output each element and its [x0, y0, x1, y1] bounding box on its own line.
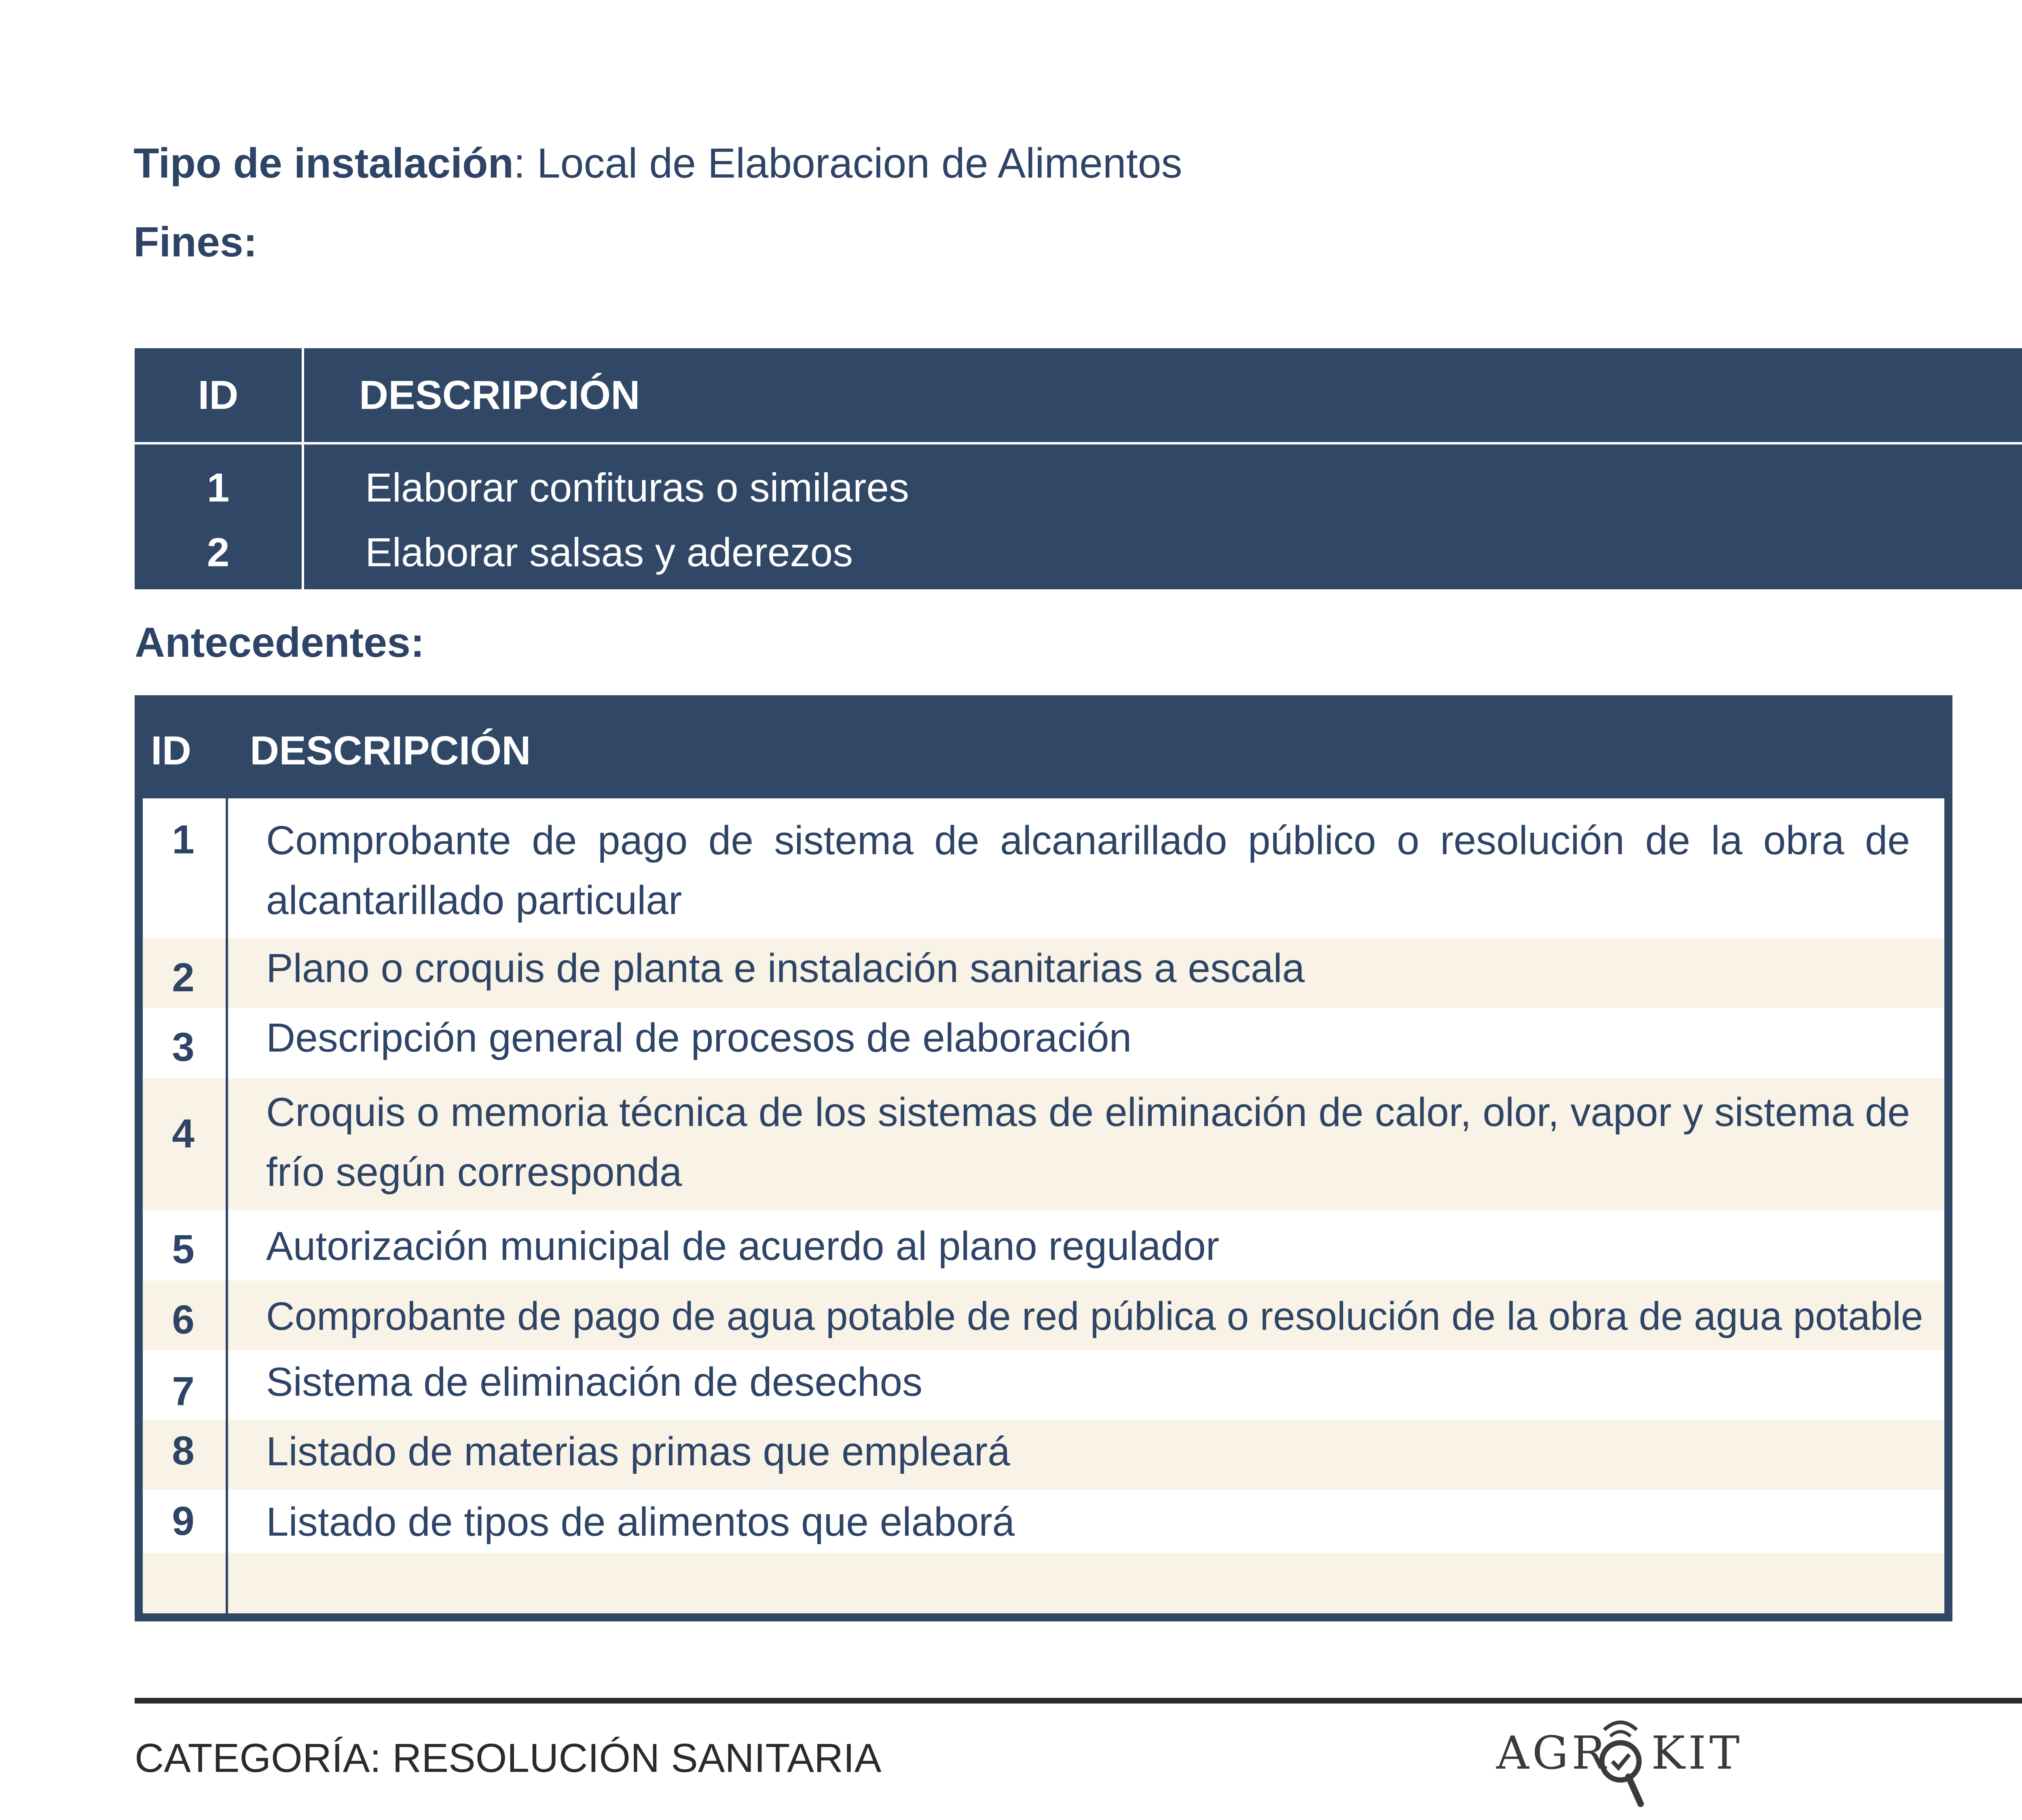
empty-row [143, 1553, 1944, 1613]
antecedentes-row-1-description: Comprobante de pago de sistema de alcanarillado público o resolución de la obra de alcantarillado particular [266, 818, 1910, 923]
antecedentes-row-3-id: 3 [172, 1024, 195, 1070]
antecedentes-row-2-id: 2 [172, 955, 195, 1000]
antecedentes-row-5-description: Autorización municipal de acuerdo al plano regulador [266, 1223, 1220, 1269]
antecedentes-row-8-id: 8 [172, 1428, 195, 1473]
table-row [143, 1078, 1944, 1210]
fines-row-1-id: 1 [207, 465, 230, 510]
installation-type-label: Tipo de instalación [133, 140, 514, 187]
antecedentes-header-id: ID [151, 728, 191, 773]
table-row [143, 1420, 1944, 1490]
table-row [143, 1280, 1944, 1350]
fines-row-1-description: Elaborar confituras o similares [365, 465, 909, 510]
table-row [143, 1008, 1944, 1078]
table-row [143, 1490, 1944, 1553]
fines-header-divider [135, 442, 2022, 444]
antecedentes-row-5-id: 5 [172, 1227, 195, 1272]
antecedentes-row-6-description: Comprobante de pago de agua potable de red pública o resolución de la obra de agua potable [266, 1294, 1923, 1338]
antecedentes-title: Antecedentes: [135, 619, 425, 666]
installation-type-value: : Local de Elaboracion de Alimentos [514, 140, 1182, 187]
footer-divider [135, 1698, 2022, 1704]
antecedentes-row-6-id: 6 [172, 1297, 195, 1342]
antecedentes-table [135, 695, 1952, 1621]
antecedentes-row-2-description: Plano o croquis de planta e instalación sanitarias a escala [266, 946, 1305, 991]
antecedentes-row-9-description: Listado de tipos de alimentos que elaborá [266, 1499, 1015, 1545]
table-row [143, 938, 1944, 1008]
table-row [143, 798, 1944, 938]
antecedentes-row-9-id: 9 [172, 1498, 195, 1544]
logo-text-right: KIT [1651, 1727, 1743, 1780]
antecedentes-row-1-id: 1 [172, 817, 195, 862]
fines-row-2-id: 2 [207, 530, 230, 575]
antecedentes-row-3-description: Descripción general de procesos de elaboración [266, 1015, 1132, 1060]
logo-text-left: AGR [1496, 1727, 1609, 1780]
fines-row-2-description: Elaborar salsas y aderezos [365, 530, 853, 575]
antecedentes-row-4-description: Croquis o memoria técnica de los sistemas de eliminación de calor, olor, vapor y sistema de frío según corresponda [266, 1090, 1910, 1195]
antecedentes-row-7-description: Sistema de eliminación de desechos [266, 1359, 923, 1405]
table-row [143, 1350, 1944, 1420]
fines-label: Fines: [133, 219, 258, 266]
antecedentes-row-7-id: 7 [172, 1369, 195, 1414]
fines-header-description: DESCRIPCIÓN [359, 372, 640, 418]
antecedentes-header-description: DESCRIPCIÓN [250, 728, 531, 773]
magnifier-icon [1590, 1713, 1651, 1810]
antecedentes-row-8-description: Listado de materias primas que empleará [266, 1429, 1010, 1474]
antecedentes-column-divider [226, 798, 228, 1613]
fines-header-id: ID [198, 372, 239, 418]
installation-type [133, 140, 1182, 188]
fines-table [135, 348, 2022, 589]
antecedentes-header [143, 703, 1944, 798]
fines-column-divider [302, 348, 304, 589]
table-row [143, 1210, 1944, 1280]
antecedentes-row-4-id: 4 [172, 1111, 195, 1156]
footer-category: CATEGORÍA: RESOLUCIÓN SANITARIA [135, 1735, 882, 1781]
agrokit-logo [1496, 1711, 1743, 1816]
